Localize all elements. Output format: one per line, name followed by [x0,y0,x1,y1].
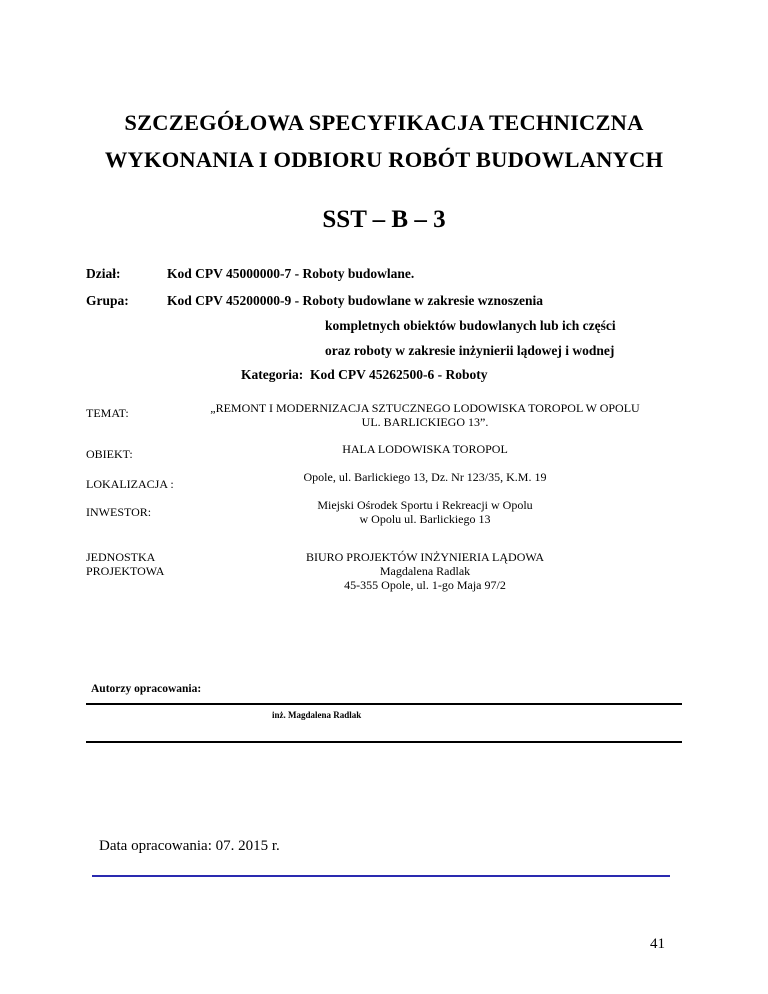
temat-value-line2: UL. BARLICKIEGO 13”. [361,415,489,429]
authors-label: Autorzy opracowania: [91,683,202,695]
temat-label: TEMAT: [86,406,129,420]
jednostka-label-line1: JEDNOSTKA [86,550,156,564]
page-number: 41 [650,936,665,952]
inwestor-value-line1: Miejski Ośrodek Sportu i Rekreacji w Opolu [317,498,533,512]
document-title-line1: SZCZEGÓŁOWA SPECYFIKACJA TECHNICZNA [124,110,644,135]
dzial-label: Dział: [86,266,121,281]
kategoria-label: Kategoria: [241,367,304,382]
temat-value-line1: „REMONT I MODERNIZACJA SZTUCZNEGO LODOWISKA TOROPOL W OPOLU [210,401,640,415]
inwestor-label: INWESTOR: [86,505,152,519]
grupa-label: Grupa: [86,293,129,308]
document-title-line2: WYKONANIA I ODBIORU ROBÓT BUDOWLANYCH [104,147,664,172]
spec-code: SST – B – 3 [322,206,446,233]
obiekt-value: HALA LODOWISKA TOROPOL [342,442,508,456]
date-text: Data opracowania: 07. 2015 r. [99,838,280,854]
obiekt-label: OBIEKT: [86,447,133,461]
jednostka-value-line3: 45-355 Opole, ul. 1-go Maja 97/2 [344,578,506,592]
author-name: inż. Magdalena Radlak [272,710,362,720]
authors-top-rule [86,703,682,705]
authors-bottom-rule [86,741,682,743]
inwestor-value-line2: w Opolu ul. Barlickiego 13 [359,512,491,526]
lokalizacja-label: LOKALIZACJA : [86,477,174,491]
jednostka-value-line2: Magdalena Radlak [379,564,471,578]
grupa-value-line2: kompletnych obiektów budowlanych lub ich części [325,318,616,333]
dzial-value: Kod CPV 45000000-7 - Roboty budowlane. [167,266,415,281]
jednostka-value-line1: BIURO PROJEKTÓW INŻYNIERIA LĄDOWA [305,550,545,564]
lokalizacja-value: Opole, ul. Barlickiego 13, Dz. Nr 123/35, K.M. 19 [303,470,547,484]
date-underline [92,875,670,877]
grupa-value-line3: oraz roboty w zakresie inżynierii lądowej i wodnej [325,343,615,358]
jednostka-label-line2: PROJEKTOWA [86,564,165,578]
kategoria-value: Kod CPV 45262500-6 - Roboty [310,367,488,382]
grupa-value-line1: Kod CPV 45200000-9 - Roboty budowlane w zakresie wznoszenia [167,293,544,308]
